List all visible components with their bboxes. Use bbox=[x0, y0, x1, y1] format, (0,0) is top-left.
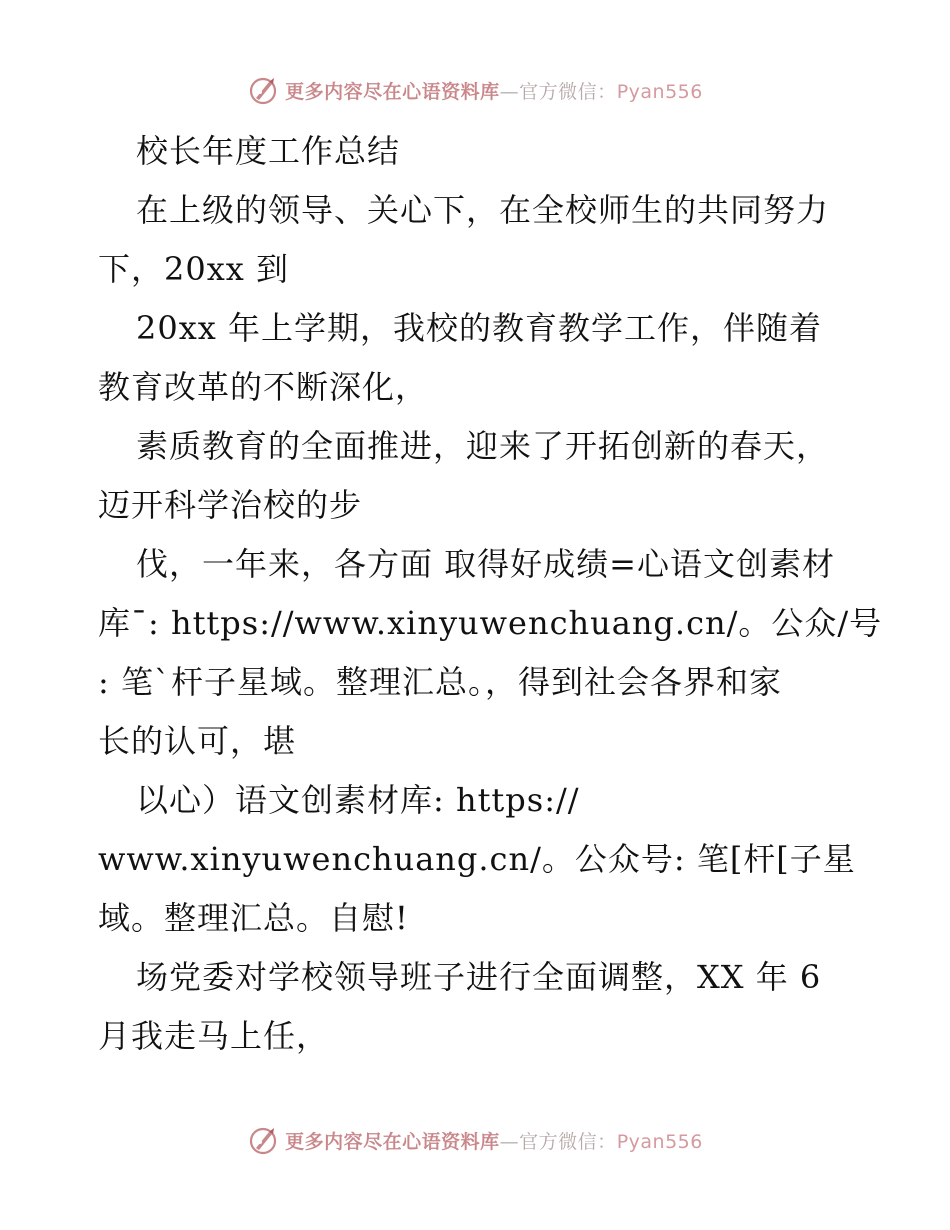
text-line: 库¯: https://www.xinyuwenchuang.cn/。公众/号 bbox=[98, 604, 883, 642]
watermark-text: 更多内容尽在心语资料库—官方微信：Pyan556 bbox=[285, 1130, 703, 1153]
text-line: 在上级的领导、关心下，在全校师生的共同努力 bbox=[136, 191, 830, 229]
text-line: 迈开科学治校的步 bbox=[98, 486, 363, 524]
header-watermark bbox=[0, 70, 950, 110]
text-line: www.xinyuwenchuang.cn/。公众号: 笔[杆[子星 bbox=[98, 840, 856, 878]
text-line: 下，20xx 到 bbox=[98, 250, 289, 288]
text-line: 教育改革的不断深化， bbox=[98, 368, 429, 406]
text-line: 场党委对学校领导班子进行全面调整，XX 年 6 bbox=[136, 958, 822, 996]
document-body bbox=[98, 122, 883, 1066]
text-line: 域。整理汇总。自慰! bbox=[98, 899, 409, 937]
footer-watermark bbox=[0, 1120, 950, 1160]
quill-pen-logo-icon bbox=[247, 74, 279, 106]
quill-pen-logo-icon bbox=[247, 1124, 279, 1156]
text-line: 长的认可，堪 bbox=[98, 722, 297, 760]
text-line: 素质教育的全面推进，迎来了开拓创新的春天， bbox=[136, 427, 830, 465]
text-line: : 笔`杆子星域。整理汇总。，得到社会各界和家 bbox=[98, 663, 782, 701]
text-line: 以心）语文创素材库: https:// bbox=[136, 781, 580, 819]
watermark-text: 更多内容尽在心语资料库—官方微信：Pyan556 bbox=[285, 80, 703, 103]
text-line: 20xx 年上学期，我校的教育教学工作，伴随着 bbox=[136, 309, 822, 347]
document-title: 校长年度工作总结 bbox=[136, 132, 401, 170]
text-line: 伐，一年来，各方面 取得好成绩=心语文创素材 bbox=[136, 545, 835, 583]
text-line: 月我走马上任， bbox=[98, 1017, 330, 1055]
